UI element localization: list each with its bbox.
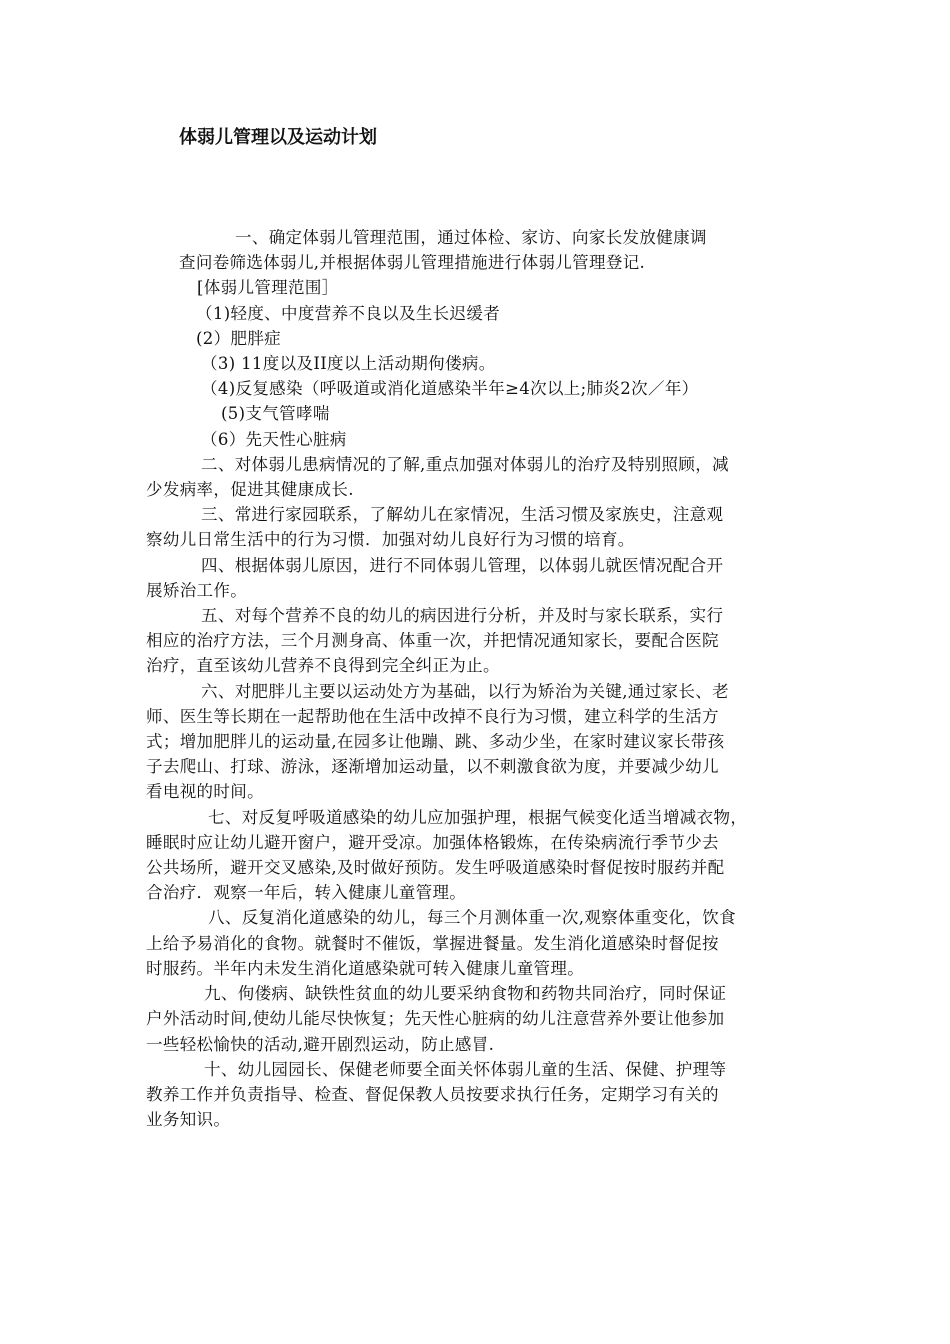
text-line: 少发病率，促进其健康成长. — [146, 480, 354, 500]
text-line: [体弱儿管理范围］ — [197, 278, 339, 298]
text-line: 查问卷筛选体弱儿,并根据体弱儿管理措施进行体弱儿管理登记. — [179, 253, 646, 273]
text-line: (2）肥胖症 — [196, 328, 282, 348]
document-body — [146, 225, 816, 1132]
text-line: 三、常进行家园联系，了解幼儿在家情况，生活习惯及家族史，注意观 — [201, 505, 724, 525]
text-line: 展矫治工作。 — [146, 580, 248, 600]
text-line: 治疗，直至该幼儿营养不良得到完全纠正为止。 — [146, 656, 500, 676]
text-line: 四、根据体弱儿原因，进行不同体弱儿管理，以体弱儿就医情况配合开 — [201, 555, 724, 575]
text-line: 一些轻松愉快的活动,避开剧烈运动，防止感冒. — [146, 1034, 495, 1054]
text-line: （3) 11度以及II度以上活动期佝偻病。 — [201, 354, 496, 374]
text-line: 公共场所，避开交叉感染,及时做好预防。发生呼吸道感染时督促按时服药并配 — [146, 858, 725, 878]
text-line: 户外活动时间,使幼儿能尽快恢复；先天性心脏病的幼儿注意营养外要让他参加 — [146, 1009, 725, 1029]
text-line: 九、佝偻病、缺铁性贫血的幼儿要采纳食物和药物共同治疗，同时保证 — [204, 984, 727, 1004]
text-line: 十、幼儿园园长、保健老师要全面关怀体弱儿童的生活、保健、护理等 — [204, 1059, 727, 1079]
text-line: （6）先天性心脏病 — [201, 429, 347, 449]
text-line: 子去爬山、打球、游泳，逐渐增加运动量，以不刺激食欲为度，并要减少幼儿 — [146, 757, 719, 777]
text-line: 八、反复消化道感染的幼儿，每三个月测体重一次,观察体重变化，饮食 — [208, 908, 736, 928]
text-line: 一、确定体弱儿管理范围，通过体检、家访、向家长发放健康调 — [235, 228, 707, 247]
text-line: （1)轻度、中度营养不良以及生长迟缓者 — [196, 303, 501, 323]
text-line: 师、医生等长期在一起帮助他在生活中改掉不良行为习惯，建立科学的生活方 — [146, 706, 719, 726]
text-line: 相应的治疗方法，三个月测身高、体重一次，并把情况通知家长，要配合医院 — [146, 631, 719, 651]
text-line: 式；增加肥胖儿的运动量,在园多让他蹦、跳、多动少坐，在家时建议家长带孩 — [146, 732, 725, 752]
text-line: 业务知识。 — [146, 1110, 231, 1130]
text-line: 上给予易消化的食物。就餐时不催饭，掌握进餐量。发生消化道感染时督促按 — [146, 933, 719, 953]
text-line: 六、对肥胖儿主要以运动处方为基础，以行为矫治为关键,通过家长、老 — [201, 681, 729, 701]
text-line: (5)支气管哮喘 — [221, 404, 330, 424]
text-line: 时服药。半年内未发生消化道感染就可转入健康儿童管理。 — [146, 958, 585, 978]
text-line: 睡眠时应让幼儿避开窗户，避开受凉。加强体格锻炼，在传染病流行季节少去 — [146, 832, 719, 852]
text-line: （4)反复感染（呼吸道或消化道感染半年≥4次以上;肺炎2次／年） — [201, 379, 699, 399]
text-line: 二、对体弱儿患病情况的了解,重点加强对体弱儿的治疗及特别照顾，减 — [201, 454, 729, 474]
text-line: 察幼儿日常生活中的行为习惯．加强对幼儿良好行为习惯的培育。 — [146, 530, 635, 550]
text-line: 七、对反复呼吸道感染的幼儿应加强护理，根据气候变化适当增减衣物， — [208, 807, 748, 827]
text-line: 五、对每个营养不良的幼儿的病因进行分析，并及时与家长联系，实行 — [201, 606, 724, 626]
text-line: 教养工作并负责指导、检查、督促保教人员按要求执行任务，定期学习有关的 — [146, 1084, 719, 1104]
text-line: 合治疗．观察一年后，转入健康儿童管理。 — [146, 883, 467, 903]
text-line: 看电视的时间。 — [146, 782, 264, 802]
document-title: 体弱儿管理以及运动计划 — [179, 127, 377, 148]
